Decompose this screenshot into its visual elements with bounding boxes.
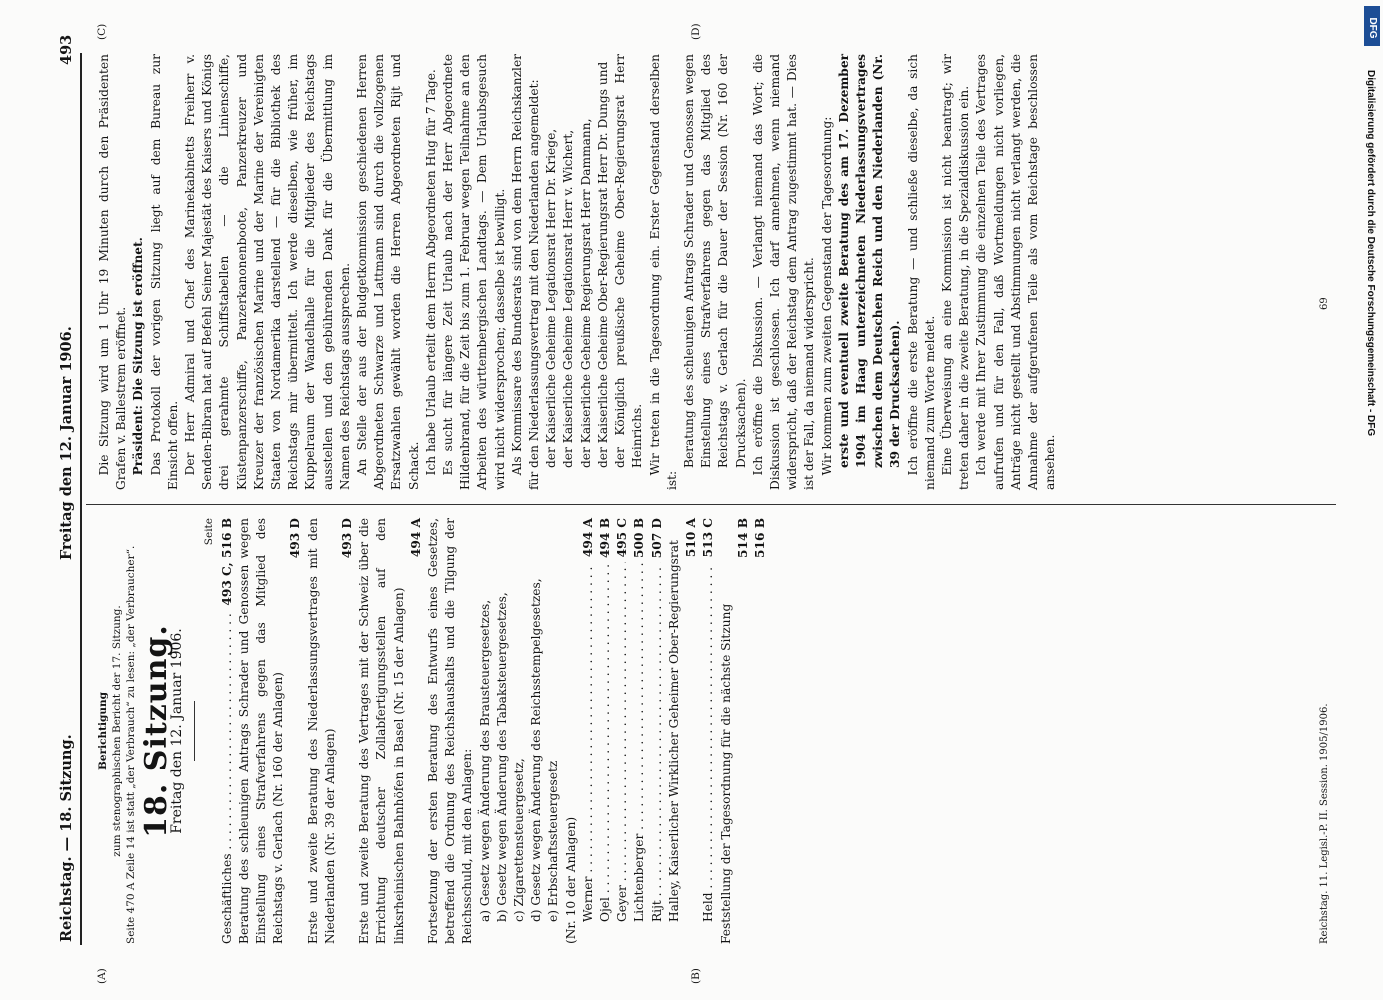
commissioner: der Königlich preußische Geheime Ober-Regierungsrat Herr Heinrichs. (613, 54, 645, 468)
speaker-row: Lichtenberger . . . 500 B (631, 518, 648, 944)
session-date: Freitag den 12. Januar 1906. (169, 628, 186, 834)
margin-b: (B) (690, 968, 702, 984)
paragraph: Eine Überweisung an eine Kommission ist nicht beantragt; wir treten daher in die zweite Beratung, in die Spezialdiskussion ein. (939, 54, 972, 490)
paragraph: Der Herr Admiral und Chef des Marinekabinetts Freiherr v. Senden-Bibran hat auf Befehl Seiner Majestät des Kaisers und Königs drei gerahmte Schiffstabellen — die Linienschiffe, Küstenpanzerschiffe, Panzerkanonenboote, Panzerkreuzer und Kreuzer der französischen Marine und der Marine der Vereinigten Staaten von Nordamerika darstellend — für die Bibliothek des Reichstags mir übermittelt. Ich werde dieselben, wie früher, im Kuppelraum der Wandelhalle für die Mitglieder des Reichstags ausstellen und den gebührenden Dank für die Übermittlung im Namen des Reichstags aussprechen. (183, 54, 352, 490)
speaker-row: Rijt . . . 507 D (649, 518, 666, 944)
speaker-row: Ojel . . . 494 B (597, 518, 614, 944)
sub-item: d) Gesetz wegen Änderung des Reichsstempelgesetzes, (529, 578, 544, 922)
toc-entry: Beratung des schleunigen Antrags Schrader und Genossen wegen Einstellung eines Strafverfahrens gegen das Mitglied des Reichstags v. Gerlach (Nr. 160 der Anlagen) 493 D (236, 518, 303, 944)
paragraph: Ich eröffne die erste Beratung — und schließe dieselbe, da sich niemand zum Worte meldet. (905, 54, 937, 490)
title-rule (194, 701, 195, 761)
paragraph: Die Sitzung wird um 1 Uhr 19 Minuten durch den Präsidenten Grafen v. Ballestrem eröffnet. (97, 54, 129, 490)
page-number: 493 (58, 34, 75, 65)
commissioner: der Kaiserliche Geheime Regierungsrat Herr Dammann, (578, 118, 593, 468)
seite-label: Seite (203, 518, 216, 546)
commissioner: der Kaiserliche Geheime Ober-Regierungsrat Herr Dr. Dungs und (595, 61, 610, 468)
paragraph: Ich eröffne die Diskussion. — Verlangt niemand das Wort; die Diskussion ist geschlossen. Ich darf annehmen, wenn niemand widerspricht, daß der Reichstag dem Antrag zugestimmt hat. — Dies ist der Fall, da niemand widerspricht. (750, 54, 817, 490)
paragraph: Wir treten in die Tagesordnung ein. Erster Gegenstand derselben ist: (647, 54, 679, 490)
footer-number: 69 (1319, 297, 1330, 310)
paragraph: Es sucht für längere Zeit Urlaub nach der Herr Abgeordnete Hildenbrand, für die Zeit bis zum 1. Februar wegen Teilnahme an den Arbeiten des württembergischen Landtags. — Dem Urlaubsgesuch wird nicht widersprochen; dasselbe ist bewilligt. (441, 54, 507, 490)
paragraph: Ich werde mit Ihrer Zustimmung die einzelnen Teile des Vertrages aufrufen und für den Fall, daß Wortmeldungen nicht vorliegen, Anträge nicht gestellt und Abstimmungen nicht verlangt werden, die Annahme der aufgerufenen Teile als vom Reichstage beschlossen ansehen. (974, 54, 1058, 490)
header-left: Reichstag. — 18. Sitzung. (58, 734, 75, 942)
paragraph: Das Protokoll der vorigen Sitzung liegt auf dem Bureau zur Einsicht offen. (148, 54, 180, 490)
commissioner: der Kaiserliche Geheime Legationsrat Herr Dr. Kriege, (544, 128, 559, 468)
commissioner: der Kaiserliche Geheime Legationsrat Herr v. Wichert, (561, 129, 576, 468)
toc-entry: Geschäftliches . . . 493 C, 516 B (219, 518, 236, 944)
margin-a: (A) (96, 968, 108, 984)
sub-item: e) Erbschaftssteuergesetz (546, 760, 561, 922)
toc-entry: Fortsetzung der ersten Beratung des Entwurfs eines Gesetzes, betreffend die Ordnung des Reichshaushalts und die Tilgung der Reichsschuld, mit den Anlagen: (426, 518, 475, 944)
digitization-note: Digitalisierung gefördert durch die Deutsche Forschungsgemeinschaft - DFG (1365, 70, 1376, 437)
speaker-row: Held . . . 513 C (700, 518, 717, 944)
paragraph: Ich habe Urlaub erteilt dem Herrn Abgeordneten Hug für 7 Tage. (423, 69, 438, 476)
agenda-item: erste und eventuell zweite Beratung des am 17. Dezember 1904 im Haag unterzeichneten Niederlassungsvertrages zwischen dem Deutschen Reich und den Niederlanden (Nr. 39 der Drucksachen). (836, 54, 903, 468)
session-title: 18. Sitzung. (139, 624, 174, 838)
sub-item: a) Gesetz wegen Änderung des Brausteuergesetzes, (477, 599, 492, 922)
paragraph: Wir kommen zum zweiten Gegenstand der Tagesordnung: (819, 116, 834, 476)
speaker-row: Halley, Kaiserlicher Wirklicher Geheimer Ober-Regierungsrat 510 A (666, 518, 699, 922)
sub-item: c) Zigarettensteuergesetz, (512, 758, 527, 922)
speaker-row: Geyer . . . 495 C (614, 518, 631, 944)
header-center: Freitag den 12. Januar 1906. (58, 326, 75, 560)
dfg-logo: DFG (1364, 6, 1380, 46)
left-column (96, 518, 769, 944)
berichtigung-subtitle: zum stenographischen Bericht der 17. Sitzung. (111, 605, 123, 857)
toc-entry: Erste und zweite Beratung des Vertrages mit der Schweiz über die Errichtung deutscher Zollabfertigungsstellen auf den linksrheinischen Bahnhöfen in Basel (Nr. 15 der Anlagen) 494 A (357, 518, 423, 944)
header-rule (80, 53, 82, 945)
speakers-intro: (Nr. 10 der Anlagen) (563, 816, 578, 944)
toc-entry: Erste und zweite Beratung des Niederlassungsvertrages mit den Niederlanden (Nr. 39 der Anlagen) 493 D (305, 518, 355, 944)
column-divider (86, 504, 1336, 505)
digitization-sidebar (1354, 10, 1382, 1000)
right-column (96, 54, 1059, 490)
berichtigung-text: Seite 470 A Zeile 14 ist statt „der Verbrauch“ zu lesen: „der Verbraucher“. (125, 545, 137, 944)
footer-left: Reichstag. 11. Legisl.-P. II. Session. 1905/1906. (1319, 703, 1330, 944)
paragraph: Präsident: Die Sitzung ist eröffnet. (131, 237, 146, 476)
berichtigung-title: Berichtigung (97, 692, 109, 770)
toc-entry: Feststellung der Tagesordnung für die nächste Sitzung 514 B 516 B (718, 518, 767, 944)
paragraph: Als Kommissare des Bundesrats sind von dem Herrn Reichskanzler für den Niederlassungsvertrag mit den Niederlanden angemeldet: (509, 54, 542, 490)
speaker-row: Werner . . . 494 A (580, 518, 597, 944)
margin-d: (D) (690, 23, 702, 40)
agenda-item: Beratung des schleunigen Antrags Schrader und Genossen wegen Einstellung eines Strafverfahrens gegen das Mitglied des Reichstags v. Gerlach für die Dauer der Session (Nr. 160 der Drucksachen). (681, 54, 748, 468)
paragraph: An Stelle der aus der Budgetkommission geschiedenen Herren Abgeordneten Schwarze und Lattmann sind durch die vollzogenen Ersatzwahlen gewählt worden die Herren Abgeordneten Rijt und Schack. (355, 54, 421, 490)
margin-c: (C) (96, 23, 108, 40)
sub-item: b) Gesetz wegen Änderung des Tabaksteuergesetzes, (494, 592, 509, 922)
